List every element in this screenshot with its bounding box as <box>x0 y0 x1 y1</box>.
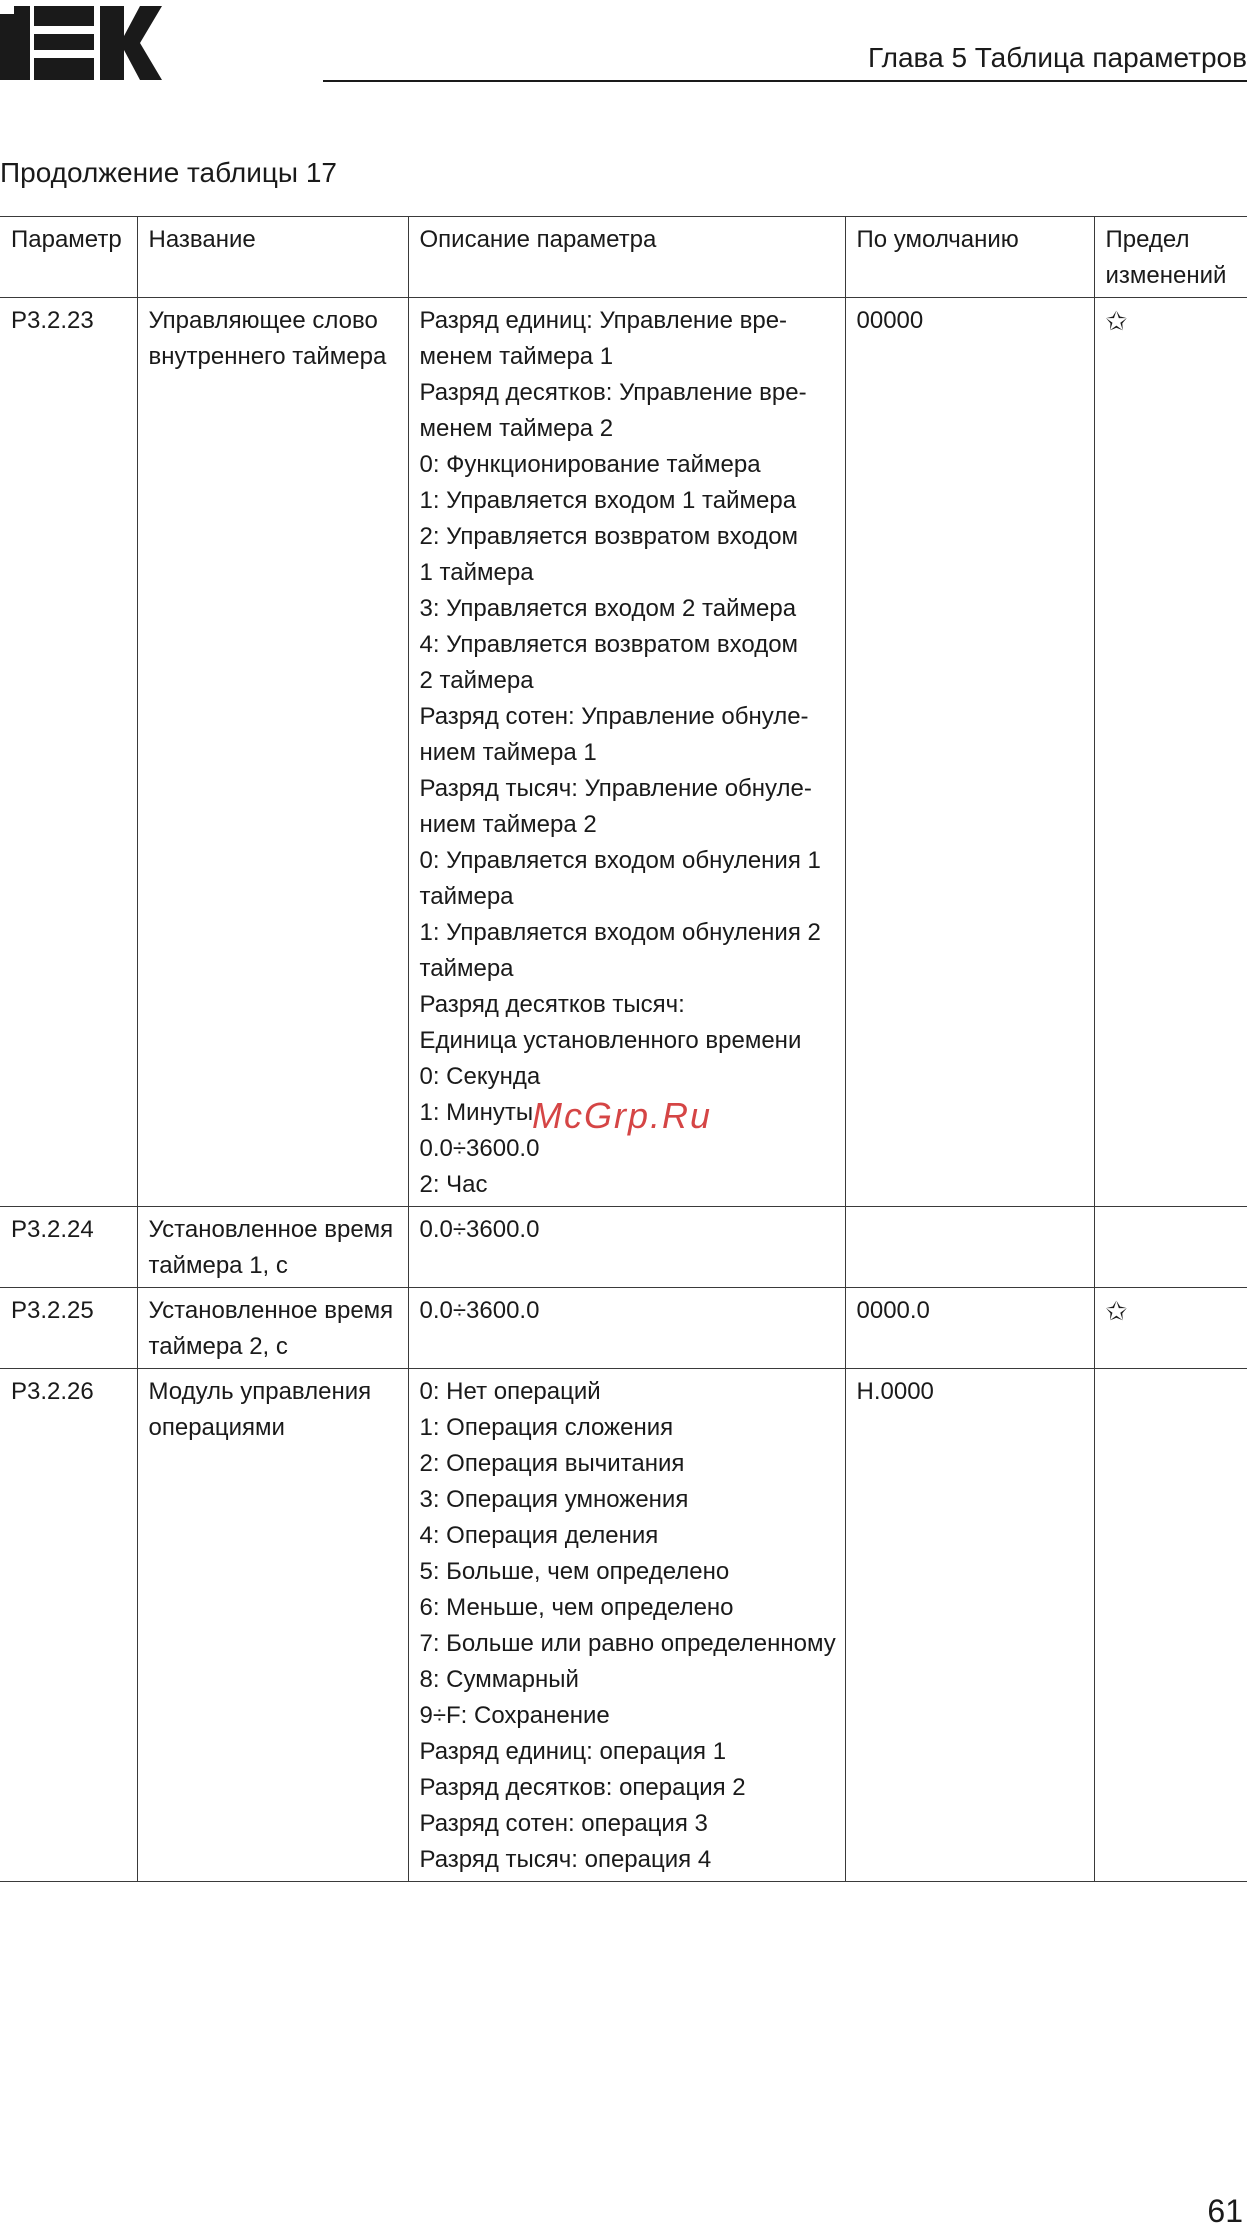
description-line: таймера <box>419 955 514 982</box>
param-code-cell: P3.2.25 <box>0 1288 137 1369</box>
table-header-row <box>0 217 1247 298</box>
description-line: 0.0÷3600.0 <box>419 1297 540 1324</box>
description-line: 1: Минуты <box>419 1099 534 1126</box>
default-value-cell: 0000.0 <box>845 1288 1094 1369</box>
description-line: Разряд десятков: операция 2 <box>419 1774 746 1801</box>
param-code-cell: P3.2.24 <box>0 1207 137 1288</box>
description-line: нием таймера 1 <box>419 739 597 766</box>
description-line: Разряд единиц: Управление вре- <box>419 307 788 334</box>
param-code-cell: P3.2.26 <box>0 1369 137 1882</box>
description-line: 0: Управляется входом обнуления 1 <box>419 847 821 874</box>
param-name-cell: Установленное время таймера 2, с <box>137 1288 408 1369</box>
description-line: 0: Функционирование таймера <box>419 451 761 478</box>
column-header-description: Описание параметра <box>408 217 845 298</box>
description-line: Разряд сотен: операция 3 <box>419 1810 708 1837</box>
watermark: McGrp.Ru <box>532 1095 713 1136</box>
default-value-cell: 00000 <box>845 298 1094 1207</box>
param-name-cell: Управляющее слово внутреннего таймера <box>137 298 408 1207</box>
description-line: 8: Суммарный <box>419 1666 579 1693</box>
chapter-title: Глава 5 Таблица параметров <box>868 42 1247 73</box>
description-line: 5: Больше, чем определено <box>419 1558 730 1585</box>
header-divider <box>323 80 1247 82</box>
param-description-cell <box>408 298 845 1207</box>
description-line: Разряд единиц: операция 1 <box>419 1738 727 1765</box>
description-line: 1: Управляется входом 1 таймера <box>419 487 797 514</box>
description-line: Разряд тысяч: Управление обнуле- <box>419 775 812 802</box>
description-line: нием таймера 2 <box>419 811 597 838</box>
column-header-default: По умолчанию <box>845 217 1094 298</box>
description-line: 3: Управляется входом 2 таймера <box>419 595 797 622</box>
description-line: 2 таймера <box>419 667 534 694</box>
change-limit-cell <box>1094 1207 1247 1288</box>
description-line: менем таймера 1 <box>419 343 614 370</box>
table-row <box>0 1207 1247 1288</box>
description-line: 1: Управляется входом обнуления 2 <box>419 919 821 946</box>
description-line: 9÷F: Сохранение <box>419 1702 610 1729</box>
param-code-cell: P3.2.23 <box>0 298 137 1207</box>
description-line: 4: Управляется возвратом входом <box>419 631 799 658</box>
description-line: 3: Операция умножения <box>419 1486 689 1513</box>
param-name-cell: Модуль управления операциями <box>137 1369 408 1882</box>
change-limit-cell: ✩ <box>1094 1288 1247 1369</box>
description-line: 1: Операция сложения <box>419 1414 674 1441</box>
description-line: Разряд десятков тысяч: <box>419 991 685 1018</box>
param-description-cell <box>408 1369 845 1882</box>
table-caption: Продолжение таблицы 17 <box>0 157 337 188</box>
description-line: 1 таймера <box>419 559 534 586</box>
parameter-table <box>0 216 1247 1882</box>
description-line: 0: Секунда <box>419 1063 541 1090</box>
table-row <box>0 298 1247 1207</box>
table-row <box>0 1288 1247 1369</box>
description-line: менем таймера 2 <box>419 415 614 442</box>
description-line: 7: Больше или равно определенному <box>419 1630 836 1657</box>
page-number: 61 <box>1207 2193 1243 2229</box>
description-line: таймера <box>419 883 514 910</box>
description-line: 2: Операция вычитания <box>419 1450 685 1477</box>
description-line: Единица установленного времени <box>419 1027 802 1054</box>
param-description-cell <box>408 1207 845 1288</box>
table-row <box>0 1369 1247 1882</box>
description-line: 0.0÷3600.0 <box>419 1135 540 1162</box>
default-value-cell: H.0000 <box>845 1369 1094 1882</box>
change-limit-cell: ✩ <box>1094 298 1247 1207</box>
description-line: Разряд десятков: Управление вре- <box>419 379 807 406</box>
description-line: 6: Меньше, чем определено <box>419 1594 734 1621</box>
default-value-cell <box>845 1207 1094 1288</box>
change-limit-cell <box>1094 1369 1247 1882</box>
param-name-cell: Установленное время таймера 1, с <box>137 1207 408 1288</box>
description-line: 2: Управляется возвратом входом <box>419 523 799 550</box>
column-header-name: Название <box>137 217 408 298</box>
column-header-limit: Предел изменений <box>1094 217 1247 298</box>
description-line: Разряд сотен: Управление обнуле- <box>419 703 809 730</box>
description-line: 0.0÷3600.0 <box>419 1216 540 1243</box>
description-line: 4: Операция деления <box>419 1522 659 1549</box>
column-header-param: Параметр <box>0 217 137 298</box>
description-line: 2: Час <box>419 1171 488 1198</box>
param-description-cell <box>408 1288 845 1369</box>
description-line: Разряд тысяч: операция 4 <box>419 1846 712 1873</box>
iek-logo <box>0 0 162 80</box>
description-line: 0: Нет операций <box>419 1378 601 1405</box>
